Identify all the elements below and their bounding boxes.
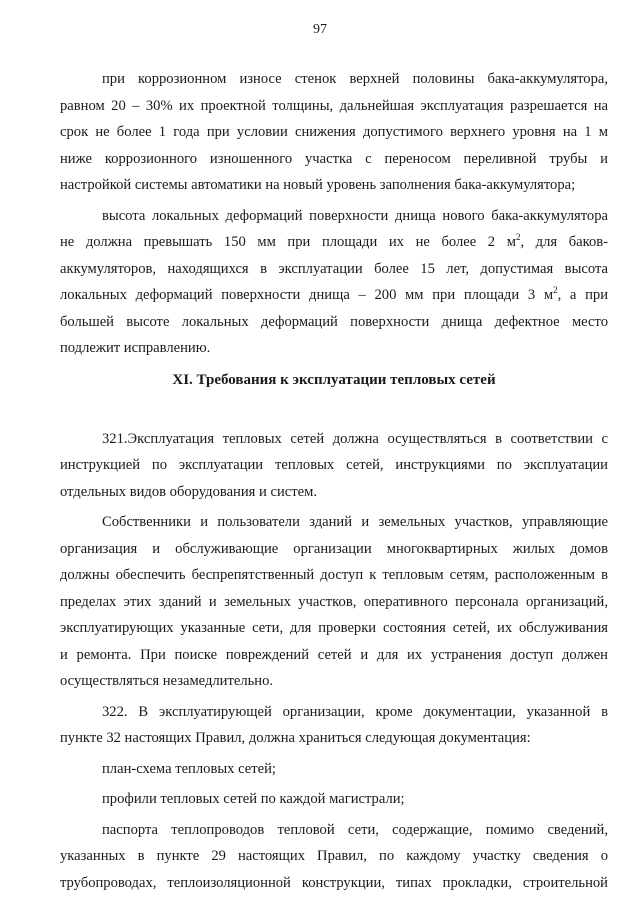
list-item-profiles: профили тепловых сетей по каждой магистрали; bbox=[102, 791, 405, 807]
line: равном 20 – 30% их проектной толщины, дальнейшая эксплуатация разрешается на bbox=[60, 97, 608, 114]
line: организация и обслуживающие организации многоквартирных жилых домов bbox=[60, 540, 608, 557]
line: срок не более 1 года при условии снижения допустимого верхнего уровня на 1 м bbox=[60, 124, 608, 140]
paragraph-line bbox=[60, 282, 608, 309]
paragraph-line bbox=[60, 256, 608, 283]
line: осуществляться незамедлительно. bbox=[60, 673, 274, 689]
document-body bbox=[60, 66, 608, 896]
paragraph-line bbox=[60, 642, 608, 669]
paragraph-line bbox=[60, 615, 608, 642]
line: аккумуляторов, находящихся в эксплуатации более 15 лет, допустимая высота bbox=[60, 260, 608, 277]
paragraph-line bbox=[60, 725, 608, 752]
paragraph-corrosion-wear-cont bbox=[60, 93, 608, 120]
superscript: 2 bbox=[553, 285, 558, 296]
line: Собственники и пользователи зданий и земельных участков, управляющие bbox=[102, 514, 608, 530]
paragraph-line bbox=[60, 668, 608, 695]
paragraph-corrosion-wear bbox=[60, 66, 608, 93]
line: указанных в пункте 29 настоящих Правил, по каждому участку сведения о bbox=[60, 848, 608, 864]
paragraph-line bbox=[60, 146, 608, 173]
paragraph-line bbox=[60, 119, 608, 146]
section-heading: XI. Требования к эксплуатации тепловых сетей bbox=[172, 371, 496, 388]
line: пункте 32 настоящих Правил, должна храниться следующая документация: bbox=[60, 730, 531, 746]
line: , для баков- bbox=[520, 234, 608, 250]
paragraph-line bbox=[60, 172, 608, 199]
line: пределах этих зданий и земельных участков, оперативного персонала организаций, bbox=[60, 593, 608, 610]
line: 322. В эксплуатирующей организации, кроме документации, указанной в bbox=[102, 703, 608, 720]
list-item-pipeline-passports bbox=[60, 817, 608, 844]
paragraph-line bbox=[60, 843, 608, 870]
paragraph-line bbox=[60, 479, 608, 506]
line: инструкцией по эксплуатации тепловых сетей, инструкциями по эксплуатации bbox=[60, 457, 608, 473]
page-number: 97 bbox=[313, 22, 327, 37]
line: , а при bbox=[557, 287, 608, 303]
line: высота локальных деформаций поверхности днища нового бака-аккумулятора bbox=[102, 207, 608, 224]
paragraph-322 bbox=[60, 699, 608, 726]
paragraph-line bbox=[60, 335, 608, 362]
line: большей высоте локальных деформаций поверхности днища дефектное место bbox=[60, 313, 608, 330]
paragraph-line bbox=[60, 536, 608, 563]
superscript: 2 bbox=[515, 232, 521, 243]
line: отдельных видов оборудования и систем. bbox=[60, 483, 317, 500]
paragraph-321 bbox=[60, 426, 608, 453]
line: ниже коррозионного изношенного участка с переносом переливной трубы и bbox=[60, 150, 608, 167]
line: не должна превышать 150 мм при площади их не более 2 м bbox=[60, 234, 516, 250]
line: и ремонта. При поиске повреждений сетей и для их устранения доступ должен bbox=[60, 646, 608, 663]
paragraph-line bbox=[60, 870, 608, 897]
paragraph-line bbox=[60, 229, 608, 256]
paragraph-line bbox=[60, 452, 608, 479]
line: паспорта теплопроводов тепловой сети, содержащие, помимо сведений, bbox=[102, 821, 608, 838]
paragraph-line bbox=[60, 562, 608, 589]
line: локальных деформаций поверхности днища – 200 мм при площади 3 м bbox=[60, 287, 554, 303]
paragraph-line bbox=[60, 309, 608, 336]
line: трубопроводах, теплоизоляционной конструкции, типах прокладки, строительной bbox=[60, 874, 608, 891]
paragraph-line bbox=[60, 589, 608, 616]
line: эксплуатирующих указанные сети, для проверки состояния сетей, их обслуживания bbox=[60, 620, 608, 636]
paragraph-bottom-deformation bbox=[60, 203, 608, 230]
line: подлежит исправлению. bbox=[60, 340, 211, 356]
line: при коррозионном износе стенок верхней половины бака-аккумулятора, bbox=[102, 71, 608, 87]
paragraph-owners-access bbox=[60, 509, 608, 536]
line: должны обеспечить беспрепятственный доступ к тепловым сетям, расположенным в bbox=[60, 567, 608, 583]
list-item-plan-scheme: план-схема тепловых сетей; bbox=[102, 760, 276, 777]
line: 321.Эксплуатация тепловых сетей должна осуществляться в соответствии с bbox=[102, 430, 608, 447]
line: настройкой системы автоматики на новый уровень заполнения бака-аккумулятора; bbox=[60, 177, 576, 193]
